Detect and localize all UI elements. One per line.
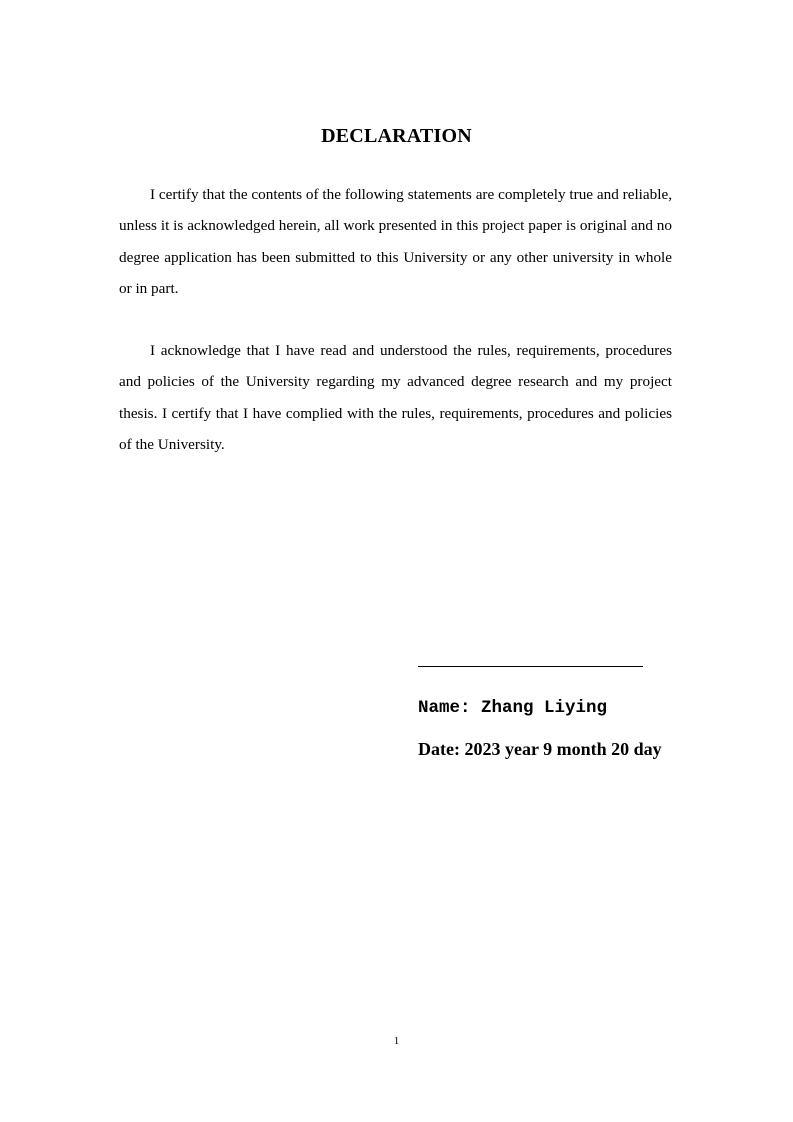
acknowledgement-paragraph: I acknowledge that I have read and understood the rules, requirements, procedures and policies of the University regarding my advanced degree research and my project thesis. I certify that I have complied with the rules, requirements, procedures and policies of the University. — [119, 342, 672, 453]
signature-date: Date: 2023 year 9 month 20 day — [418, 739, 662, 759]
page-title: DECLARATION — [321, 125, 472, 147]
signature-line — [418, 666, 643, 667]
certification-paragraph: I certify that the contents of the following statements are completely true and reliable, unless it is acknowledged herein, all work presented in this project paper is original and no degree application has been submitted to this University or any other university in whole or in part. — [119, 186, 672, 297]
signatory-name: Name: Zhang Liying — [418, 698, 608, 718]
page-number: 1 — [393, 1035, 400, 1047]
